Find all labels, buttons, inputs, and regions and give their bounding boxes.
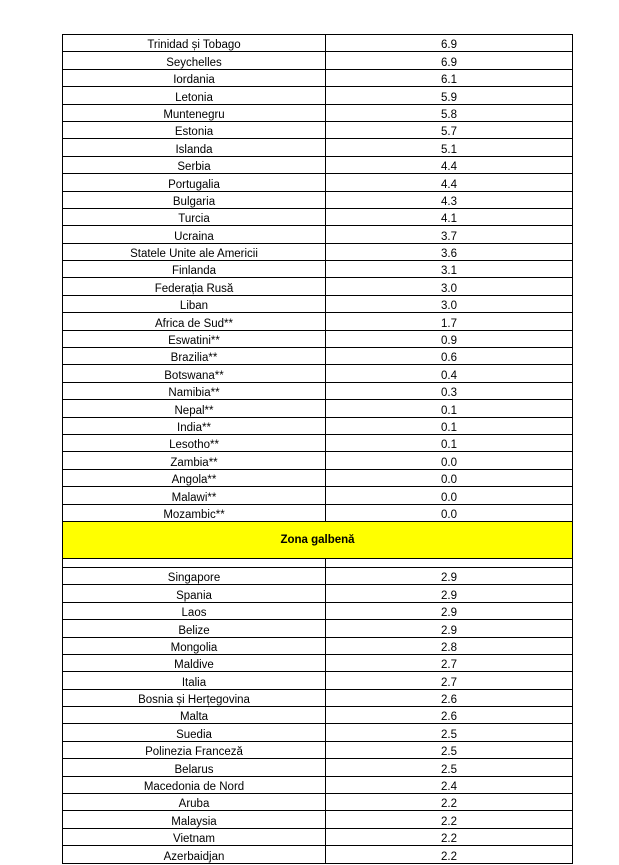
table-row [63,365,573,382]
country-cell: Nepal** [63,400,326,417]
value-cell: 3.1 [326,261,573,278]
country-cell: Finlanda [63,261,326,278]
value-cell: 2.5 [326,759,573,776]
country-cell: Bulgaria [63,191,326,208]
value-cell: 0.6 [326,348,573,365]
table-row [63,295,573,312]
value-cell: 4.3 [326,191,573,208]
value-cell: 0.0 [326,504,573,521]
country-cell: Angola** [63,469,326,486]
table-row [63,330,573,347]
country-cell: Africa de Sud** [63,313,326,330]
country-cell: Aruba [63,794,326,811]
country-cell: Suedia [63,724,326,741]
table-row [63,52,573,69]
table-row [63,226,573,243]
value-cell: 6.9 [326,35,573,52]
country-cell: Trinidad și Tobago [63,35,326,52]
value-cell: 3.6 [326,243,573,260]
country-cell: Mozambic** [63,504,326,521]
table-row [63,707,573,724]
country-cell: Islanda [63,139,326,156]
country-cell: Singapore [63,567,326,584]
table-row [63,417,573,434]
table-row [63,278,573,295]
value-cell: 5.1 [326,139,573,156]
table-row [63,261,573,278]
spacer-cell [63,558,326,567]
country-cell: Macedonia de Nord [63,776,326,793]
country-cell: Vietnam [63,828,326,845]
country-cell: Malawi** [63,487,326,504]
value-cell: 2.8 [326,637,573,654]
table-section-zone-header [63,521,573,567]
value-cell: 0.1 [326,400,573,417]
value-cell: 2.7 [326,654,573,671]
table-row [63,35,573,52]
table-section-red [63,35,573,522]
country-cell: Belize [63,620,326,637]
country-cell: Namibia** [63,382,326,399]
table-row [63,156,573,173]
value-cell: 2.9 [326,567,573,584]
value-cell: 0.9 [326,330,573,347]
table-row [63,689,573,706]
table-row [63,637,573,654]
value-cell: 4.1 [326,208,573,225]
value-cell: 2.2 [326,828,573,845]
table-row [63,567,573,584]
country-cell: Zambia** [63,452,326,469]
table-row [63,434,573,451]
table-row [63,87,573,104]
country-cell: Estonia [63,121,326,138]
value-cell: 2.9 [326,620,573,637]
table-row [63,654,573,671]
value-cell: 5.9 [326,87,573,104]
table-row [63,811,573,828]
country-cell: Turcia [63,208,326,225]
country-cell: Federația Rusă [63,278,326,295]
value-cell: 6.9 [326,52,573,69]
table-row [63,191,573,208]
value-cell: 2.7 [326,672,573,689]
zone-header-row [63,521,573,558]
country-cell: Malaysia [63,811,326,828]
spacer-cell [326,558,573,567]
table-row [63,69,573,86]
value-cell: 2.2 [326,794,573,811]
table-row [63,382,573,399]
table-row [63,794,573,811]
country-cell: Serbia [63,156,326,173]
value-cell: 2.5 [326,724,573,741]
country-cell: Muntenegru [63,104,326,121]
country-cell: Malta [63,707,326,724]
country-cell: Portugalia [63,174,326,191]
table-row [63,672,573,689]
country-cell: Brazilia** [63,348,326,365]
country-cell: Maldive [63,654,326,671]
table-row [63,243,573,260]
value-cell: 0.4 [326,365,573,382]
value-cell: 2.6 [326,707,573,724]
table-row [63,469,573,486]
value-cell: 5.8 [326,104,573,121]
table-row [63,828,573,845]
table-row [63,313,573,330]
table-row [63,487,573,504]
country-cell: Spania [63,585,326,602]
table-row [63,121,573,138]
value-cell: 5.7 [326,121,573,138]
value-cell: 0.3 [326,382,573,399]
value-cell: 2.9 [326,602,573,619]
country-cell: Iordania [63,69,326,86]
document-page [62,34,572,864]
country-cell: Ucraina [63,226,326,243]
table-row [63,741,573,758]
table-row [63,139,573,156]
country-cell: Letonia [63,87,326,104]
country-cell: Seychelles [63,52,326,69]
country-cell: Statele Unite ale Americii [63,243,326,260]
table-row [63,585,573,602]
country-cell: Liban [63,295,326,312]
value-cell: 2.9 [326,585,573,602]
value-cell: 3.0 [326,278,573,295]
value-cell: 3.7 [326,226,573,243]
country-cell: Mongolia [63,637,326,654]
value-cell: 2.5 [326,741,573,758]
table-row [63,776,573,793]
value-cell: 4.4 [326,156,573,173]
table-row [63,504,573,521]
country-cell: Eswatini** [63,330,326,347]
value-cell: 0.1 [326,417,573,434]
country-cell: Botswana** [63,365,326,382]
table-row [63,348,573,365]
table-row [63,846,573,863]
table-row [63,452,573,469]
value-cell: 2.2 [326,846,573,863]
table-row [63,174,573,191]
country-cell: Polinezia Franceză [63,741,326,758]
value-cell: 1.7 [326,313,573,330]
table-row [63,208,573,225]
table-row [63,104,573,121]
country-cell: Lesotho** [63,434,326,451]
table-section-yellow [63,567,573,863]
value-cell: 2.2 [326,811,573,828]
value-cell: 2.4 [326,776,573,793]
country-cell: Italia [63,672,326,689]
value-cell: 0.0 [326,487,573,504]
country-cell: Bosnia și Herțegovina [63,689,326,706]
value-cell: 6.1 [326,69,573,86]
country-cell: Azerbaidjan [63,846,326,863]
table-row [63,400,573,417]
table-row [63,724,573,741]
value-cell: 0.0 [326,452,573,469]
value-cell: 0.0 [326,469,573,486]
value-cell: 4.4 [326,174,573,191]
country-incidence-table [62,34,573,864]
country-cell: Laos [63,602,326,619]
value-cell: 2.6 [326,689,573,706]
value-cell: 3.0 [326,295,573,312]
table-row [63,602,573,619]
zone-spacer-row [63,558,573,567]
table-row [63,620,573,637]
country-cell: Belarus [63,759,326,776]
value-cell: 0.1 [326,434,573,451]
country-cell: India** [63,417,326,434]
zone-label: Zona galbenă [63,521,573,558]
table-row [63,759,573,776]
